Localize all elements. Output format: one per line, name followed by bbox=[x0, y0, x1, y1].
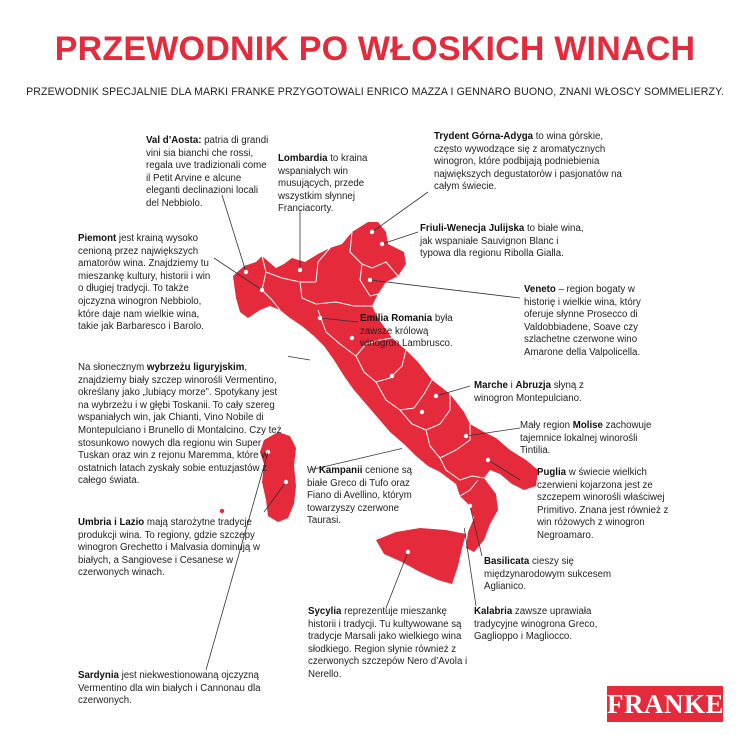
page-subtitle: PRZEWODNIK SPECJALNIE DLA MARKI FRANKE PRZYGOTOWALI ENRICO MAZZA I GENNARO BUONO, ZNANI WŁOSCY SOMMELIERZY. bbox=[26, 86, 724, 98]
note-basilicata bbox=[484, 556, 640, 594]
note-valdaosta bbox=[146, 135, 270, 211]
region-text: była zawsze królową winogron Lambrusco. bbox=[360, 313, 453, 350]
region-text: zachowuje tajemnice lokalnej winorośli Tintilia. bbox=[520, 420, 652, 457]
note-sardynia bbox=[78, 670, 268, 708]
note-kampania bbox=[307, 465, 423, 528]
note-piemont bbox=[78, 233, 216, 334]
region-text: cieszy się międzynarodowym sukcesem Aglianico. bbox=[484, 556, 612, 593]
region-text: to białe wina, jak wspaniałe Sauvignon Blanc i typowa dla regionu Ribolla Gialla. bbox=[420, 223, 584, 260]
region-name: Puglia bbox=[537, 467, 567, 478]
region-text: jest krainą wysoko cenioną przez największych amatorów wina. Znajdziemy tu mieszankę kultury, historii i win o długiej tradycji. To także ojczyzna winogron Nebbiolo, które daje nam wielkie wina, takie jak Barbaresco i Barolo. bbox=[78, 233, 211, 333]
note-friuli bbox=[420, 223, 590, 261]
note-emilia bbox=[360, 313, 468, 351]
region-pre: W bbox=[307, 465, 319, 476]
region-pre: Mały region bbox=[520, 420, 573, 431]
region-name: Val d’Aosta: bbox=[146, 135, 202, 146]
region-name: Sardynia bbox=[78, 670, 119, 681]
region-name: Abruzja bbox=[515, 380, 551, 391]
franke-logo: FRANKE bbox=[607, 686, 723, 722]
note-trydent bbox=[434, 131, 622, 194]
region-name: Marche bbox=[474, 380, 508, 391]
region-name: Piemont bbox=[78, 233, 117, 244]
region-mid: i bbox=[507, 380, 516, 391]
note-molise bbox=[520, 420, 654, 458]
region-text: patria di grandi vini sia bianchi che rossi, regala uve tradizionali come il Petit Arvine e alcune eleganti declinazioni locali del Nebbiolo. bbox=[146, 135, 269, 209]
region-name: Friuli-Wenecja Julijska bbox=[420, 223, 525, 234]
region-name: wybrzeżu liguryjskim bbox=[146, 362, 245, 373]
umbria-marker-dot bbox=[220, 509, 224, 513]
region-name: Sycylia bbox=[308, 606, 342, 617]
region-text: to wina górskie, często wywodzące się z aromatycznych winogron, które podbijają podniebienia największych degustatorów i pasjonatów na całym świecie. bbox=[434, 131, 622, 193]
page-title: PRZEWODNIK PO WŁOSKICH WINACH bbox=[54, 30, 696, 68]
region-text: w świecie wielkich czerwieni kojarzona jest ze szczepem winorośli właściwej Primitivo. Znana jest również z win różowych z winogron Negroamaro. bbox=[537, 467, 669, 541]
region-name: Molise bbox=[572, 420, 603, 431]
region-pre: Na słonecznym bbox=[78, 362, 147, 373]
note-lombardia bbox=[278, 153, 388, 216]
region-name: Kampanii bbox=[318, 465, 363, 476]
region-text: – region bogaty w historię i wielkie wina, który oferuje słynne Prosecco di Valdobbiadene, Soave czy szlachetne czerwone wino Amarone della Valpolicella. bbox=[524, 284, 641, 358]
note-marche bbox=[474, 380, 614, 405]
region-name: Lombardia bbox=[278, 153, 328, 164]
region-text: reprezentuje mieszankę historii i tradycji. Tu kultywowane są tradycje Marsali jako wielkiego wina słodkiego. Region słynie również z czerwonych szczepów Nero d’Avola i Nerello. bbox=[308, 606, 468, 680]
region-name: Veneto bbox=[524, 284, 556, 295]
region-text: , znajdziemy biały szczep winorośli Vermentino, określany jako „lubiący morze”. Spotykany jest na wybrzeżu i w głębi Toskanii. To cały szereg wspaniałych win, jak Chianti, Vino Nobile di Montepulciano i Brunello di Montalcino. Czy też stosunkowo nowych dla regionu win Super Tuskan oraz win z rejonu Maremma, które w ostatnich latach zyskały sobie entuzjastów z całego świata. bbox=[78, 362, 282, 487]
note-liguria bbox=[78, 362, 284, 488]
region-text: zawsze uprawiała tradycyjne winogrona Greco, Gaglioppo i Magliocco. bbox=[474, 606, 598, 643]
region-text: jest niekwestionowaną ojczyzną Vermentino dla win białych i Cannonau dla czerwonych. bbox=[78, 670, 261, 707]
region-text: cenione są białe Greco di Tufo oraz Fiano di Avellino, którym towarzyszy czerwone Taurasi. bbox=[307, 465, 413, 527]
note-kalabria bbox=[474, 606, 624, 644]
region-name: Trydent Górna-Adyga bbox=[434, 131, 534, 142]
note-puglia bbox=[537, 467, 679, 543]
note-sycylia bbox=[308, 606, 468, 682]
region-name: Umbria i Lazio bbox=[78, 517, 145, 528]
region-text: słyną z winogron Montepulciano. bbox=[474, 380, 584, 404]
note-umbria bbox=[78, 517, 274, 580]
note-veneto bbox=[524, 284, 668, 360]
region-name: Emilia Romania bbox=[360, 313, 433, 324]
region-name: Basilicata bbox=[484, 556, 530, 567]
region-text: mają starożytne tradycje produkcji wina. To regiony, gdzie szczepy winogron Grechetto i Malvasia dominują w białych, a Sangiovese i Cesanese w czerwonych winach. bbox=[78, 517, 260, 579]
sicily-shape bbox=[376, 528, 466, 584]
region-name: Kalabria bbox=[474, 606, 513, 617]
region-text: to kraina wspaniałych win musujących, przede wszystkim słynnej Franciacorty. bbox=[278, 153, 368, 215]
